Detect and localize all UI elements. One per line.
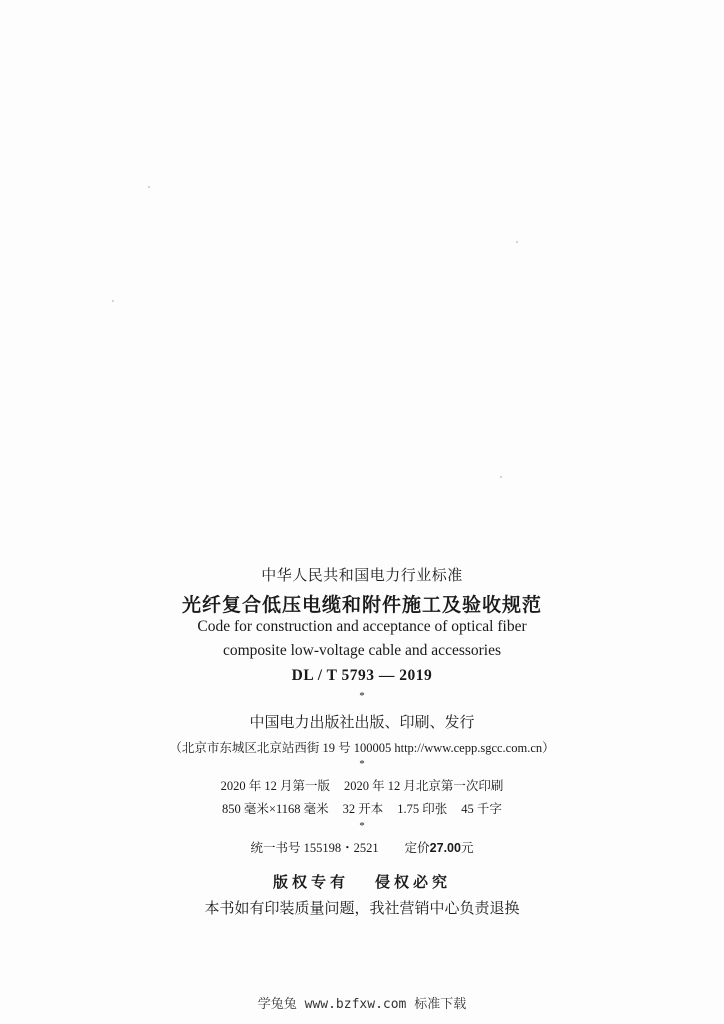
publisher-line: 中国电力出版社出版、印刷、发行 — [249, 713, 475, 731]
publisher-address: （北京市东城区北京站西街 19 号 100005 http://www.cepp.sgcc.com.cn） — [169, 741, 555, 755]
copyright-reserved: 版权专有 — [272, 873, 349, 891]
format-info — [0, 799, 724, 817]
price-unit: 元 — [460, 841, 474, 855]
format-sheets: 1.75 印张 — [397, 802, 448, 816]
download-watermark: 学兔兔 www.bzfxw.com 标准下载 — [257, 997, 467, 1012]
price-value: 27.00 — [429, 841, 461, 855]
edition-info — [0, 776, 724, 794]
standard-number: DL / T 5793 — 2019 — [291, 667, 433, 684]
infringement-notice: 侵权必究 — [375, 873, 452, 891]
book-number-line — [0, 838, 724, 856]
paper-speck — [500, 476, 502, 478]
paper-speck — [112, 300, 114, 302]
format-kai: 32 开本 — [342, 802, 384, 816]
chinese-title: 光纤复合低压电缆和附件施工及验收规范 — [181, 594, 542, 616]
edition-print: 2020 年 12 月北京第一次印刷 — [344, 779, 504, 793]
standard-series: 中华人民共和国电力行业标准 — [261, 566, 463, 584]
quality-notice: 本书如有印装质量问题，我社营销中心负责退换 — [204, 899, 520, 917]
format-words: 45 千字 — [461, 802, 502, 816]
english-title-line-2: composite low-voltage cable and accessories — [222, 642, 502, 659]
paper-speck — [148, 186, 150, 188]
separator-star: * — [359, 690, 365, 702]
separator-star: * — [359, 820, 365, 832]
english-title-line-1: Code for construction and acceptance of optical fiber — [197, 618, 527, 635]
edition-first: 2020 年 12 月第一版 — [220, 779, 330, 793]
separator-star: * — [359, 758, 365, 770]
format-size: 850 毫米×1168 毫米 — [222, 802, 329, 816]
price-label: 定价 — [404, 841, 430, 855]
copyright-line — [0, 871, 724, 892]
book-number: 统一书号 155198・2521 — [250, 841, 379, 855]
paper-speck — [516, 241, 518, 243]
